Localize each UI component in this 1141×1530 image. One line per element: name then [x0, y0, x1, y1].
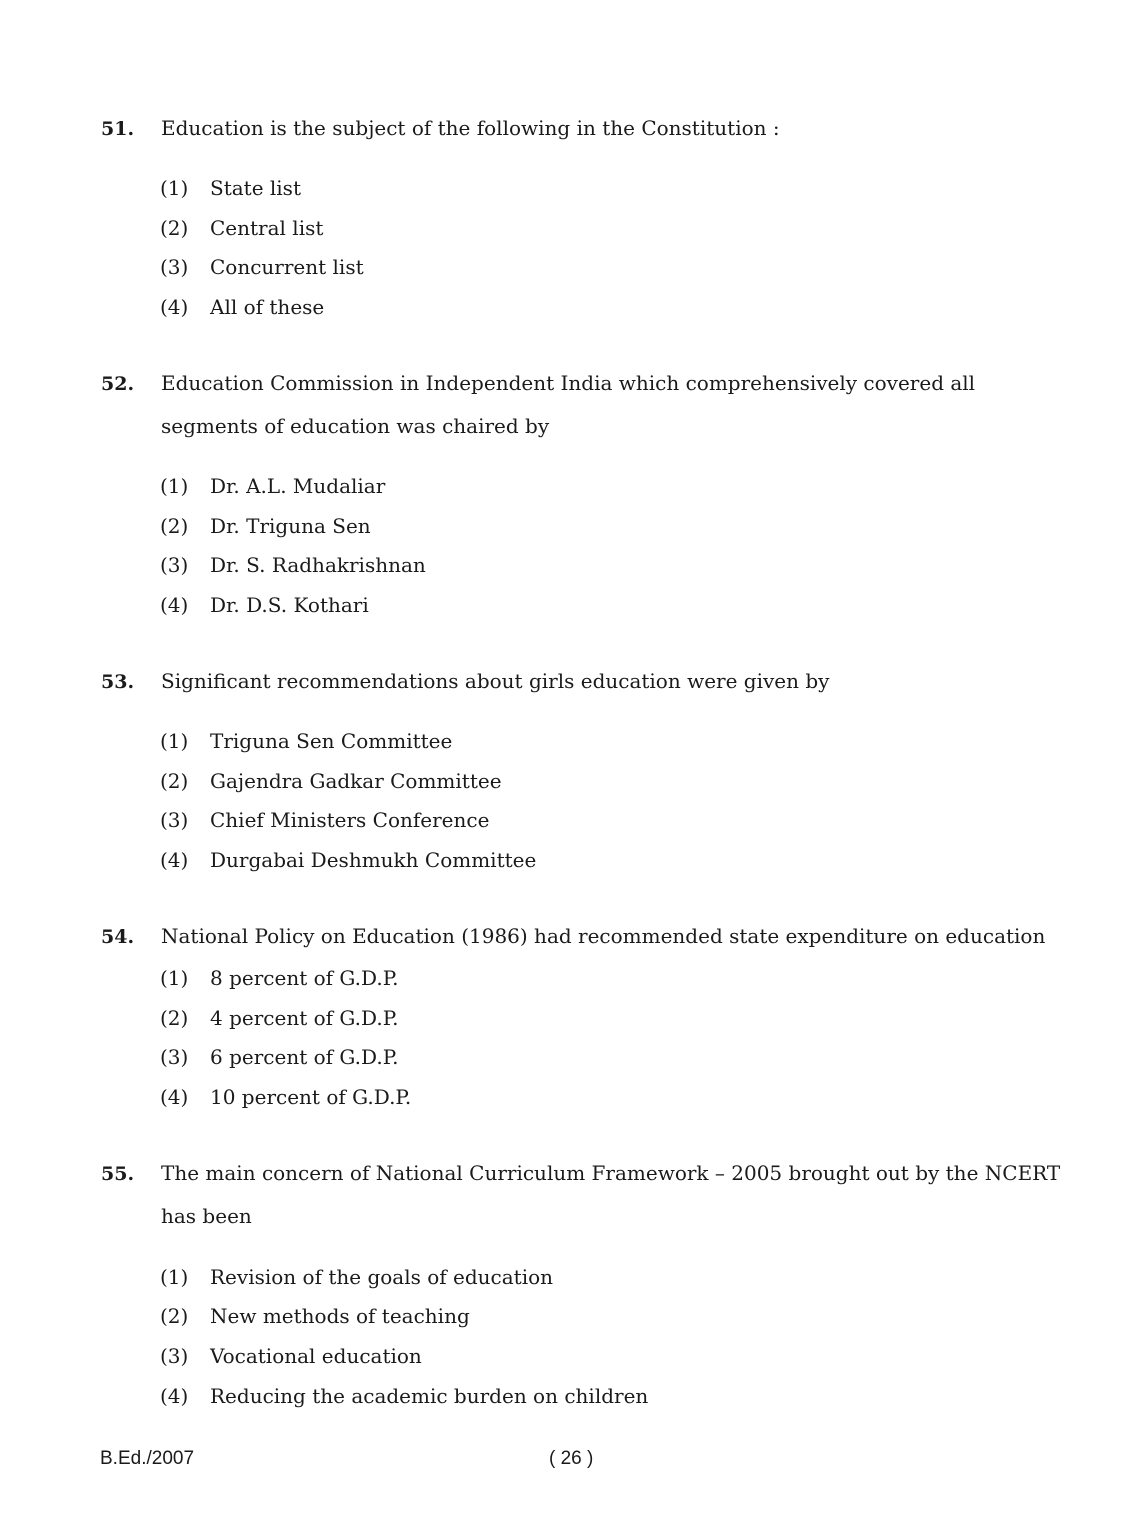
option-number: (2)	[160, 1304, 189, 1328]
option-number: (4)	[160, 1384, 189, 1408]
option-text: Dr. S. Radhakrishnan	[210, 553, 426, 577]
option-text: Dr. D.S. Kothari	[210, 593, 369, 617]
option-number: (1)	[160, 474, 189, 498]
question-text: The main concern of National Curriculum Framework – 2005 brought out by the NCERT has been	[161, 1161, 1061, 1228]
option-number: (3)	[160, 1344, 189, 1368]
option-number: (4)	[160, 295, 189, 319]
question-number: 53.	[101, 671, 135, 693]
option-number: (1)	[160, 729, 189, 753]
option-text: State list	[210, 176, 301, 200]
option-number: (2)	[160, 769, 189, 793]
option-text: Revision of the goals of education	[210, 1265, 554, 1289]
question-text: Education is the subject of the following in the Constitution :	[161, 116, 780, 140]
option-number: (2)	[160, 216, 189, 240]
option-text: 4 percent of G.D.P.	[210, 1006, 399, 1030]
option-text: Concurrent list	[210, 255, 364, 279]
option-text: 6 percent of G.D.P.	[210, 1045, 399, 1069]
option-number: (3)	[160, 255, 189, 279]
option-number: (4)	[160, 1085, 189, 1109]
option-text: 8 percent of G.D.P.	[210, 966, 399, 990]
question-number: 51.	[101, 118, 135, 140]
question-text: Education Commission in Independent India which comprehensively covered all segments of education was chaired by	[161, 371, 976, 438]
question-text: National Policy on Education (1986) had recommended state expenditure on education	[161, 924, 1046, 948]
exam-code: B.Ed./2007	[100, 1448, 195, 1469]
option-number: (4)	[160, 848, 189, 872]
option-text: Dr. A.L. Mudaliar	[210, 474, 386, 498]
option-text: Gajendra Gadkar Committee	[210, 769, 502, 793]
question-number: 52.	[101, 373, 135, 395]
page-number: ( 26 )	[549, 1448, 594, 1469]
question-number: 54.	[101, 926, 135, 948]
option-number: (3)	[160, 808, 189, 832]
option-number: (4)	[160, 593, 189, 617]
option-text: Chief Ministers Conference	[210, 808, 490, 832]
option-text: Triguna Sen Committee	[210, 729, 453, 753]
option-number: (3)	[160, 1045, 189, 1069]
option-text: Durgabai Deshmukh Committee	[210, 848, 537, 872]
option-number: (1)	[160, 1265, 189, 1289]
option-text: Dr. Triguna Sen	[210, 514, 371, 538]
question-text: Significant recommendations about girls education were given by	[161, 669, 830, 693]
option-number: (1)	[160, 966, 189, 990]
option-number: (2)	[160, 1006, 189, 1030]
option-text: All of these	[210, 295, 325, 319]
option-number: (3)	[160, 553, 189, 577]
option-number: (1)	[160, 176, 189, 200]
question-number: 55.	[101, 1163, 135, 1185]
option-number: (2)	[160, 514, 189, 538]
option-text: Reducing the academic burden on children	[210, 1384, 649, 1408]
option-text: Vocational education	[210, 1344, 422, 1368]
option-text: Central list	[210, 216, 324, 240]
option-text: New methods of teaching	[210, 1304, 470, 1328]
option-text: 10 percent of G.D.P.	[210, 1085, 412, 1109]
